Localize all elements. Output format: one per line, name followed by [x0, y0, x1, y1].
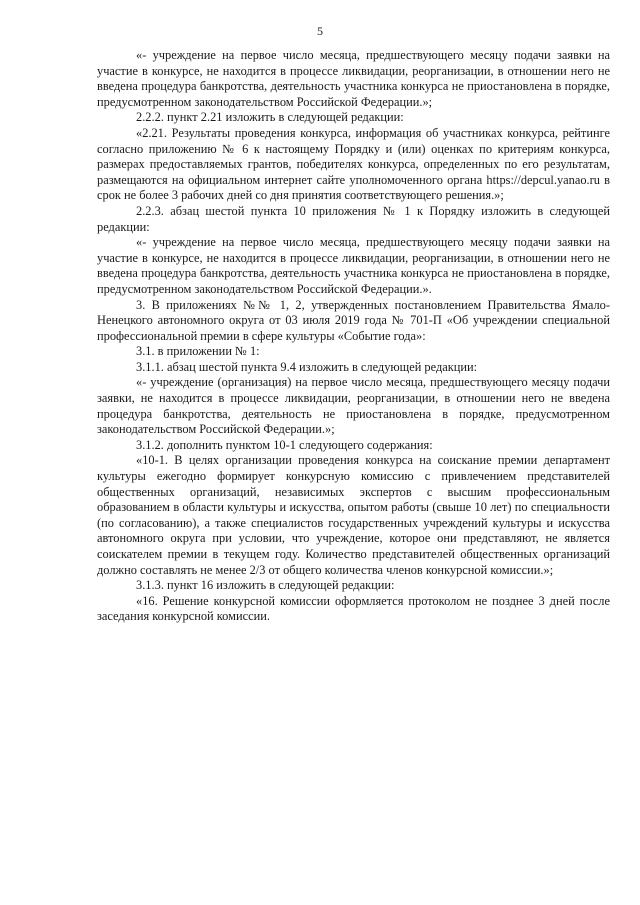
- paragraph-item-3-1: 3.1. в приложении № 1:: [136, 344, 260, 359]
- paragraph-item-3-1-3: 3.1.3. пункт 16 изложить в следующей редакции:: [136, 578, 395, 593]
- paragraph-quote-organization-liquidation: «- учреждение (организация) на первое число месяца, предшествующего месяцу подачи заявки, не находится в процессе ликвидации, реорганизации, в отношении него не введена процедура банкротства, деятельность не приостановлена в порядке, предусмотренном законодательством Российской Федерации.»;: [97, 375, 610, 437]
- paragraph-quote-10-1-commission: «10-1. В целях организации проведения конкурса на соискание премии департамент культуры ежегодно формирует конкурсную комиссию с привлечением представителей общественных организаций, независимых экспертов с высшим профессиональным образованием в области культуры и искусства, опытом работы (свыше 10 лет) по специальности (по согласованию), а также специалистов государственных учреждений культуры и искусства автономного округа при условии, что учреждение, которое они представляют, не является соискателем премии в текущем году. Количество представителей общественных организаций должно составлять не менее 2/3 от общего количества членов конкурсной комиссии.»;: [97, 453, 610, 577]
- paragraph-quote-liquidation-2: «- учреждение на первое число месяца, предшествующего месяцу подачи заявки на участие в конкурсе, не находится в процессе ликвидации, реорганизации, в отношении него не введена процедура банкротства, деятельность участника конкурса не приостановлена в порядке, предусмотренном законодательством Российской Федерации.».: [97, 235, 610, 296]
- paragraph-quote-liquidation-1: «- учреждение на первое число месяца, предшествующего месяцу подачи заявки на участие в конкурсе, не находится в процессе ликвидации, реорганизации, в отношении него не введена процедура банкротства, деятельность участника конкурса не приостановлена в порядке, предусмотренном законодательством Российской Федерации.»;: [97, 48, 610, 109]
- paragraph-quote-2-21-results: «2.21. Результаты проведения конкурса, информация об участниках конкурса, рейтинге согласно приложению № 6 к настоящему Порядку и (или) оценках по критериям конкурса, размерах предоставляемых грантов, победителях конкурса, определенных по его результатам, размещаются на официальном интернет сайте уполномоченного органа https://depcul.yanao.ru в срок не более 3 рабочих дней со дня принятия соответствующего решения.»;: [97, 125, 610, 203]
- document-body: [97, 48, 610, 625]
- paragraph-item-2-2-3: 2.2.3. абзац шестой пункта 10 приложения № 1 к Порядку изложить в следующей редакции:: [97, 203, 610, 234]
- page-number: 5: [317, 24, 323, 38]
- paragraph-item-3-1-1: 3.1.1. абзац шестой пункта 9.4 изложить в следующей редакции:: [136, 359, 478, 374]
- paragraph-item-3-1-2: 3.1.2. дополнить пунктом 10-1 следующего содержания:: [136, 437, 433, 452]
- paragraph-item-3: 3. В приложениях №№ 1, 2, утвержденных постановлением Правительства Ямало-Ненецкого автономного округа от 03 июля 2019 года № 701-П «Об учреждении специальной профессиональной премии в сфере культуры «Событие года»:: [97, 297, 610, 343]
- paragraph-item-2-2-2: 2.2.2. пункт 2.21 изложить в следующей редакции:: [136, 110, 404, 125]
- paragraph-quote-16-decision: «16. Решение конкурсной комиссии оформляется протоколом не позднее 3 дней после заседания конкурсной комиссии.: [97, 593, 610, 624]
